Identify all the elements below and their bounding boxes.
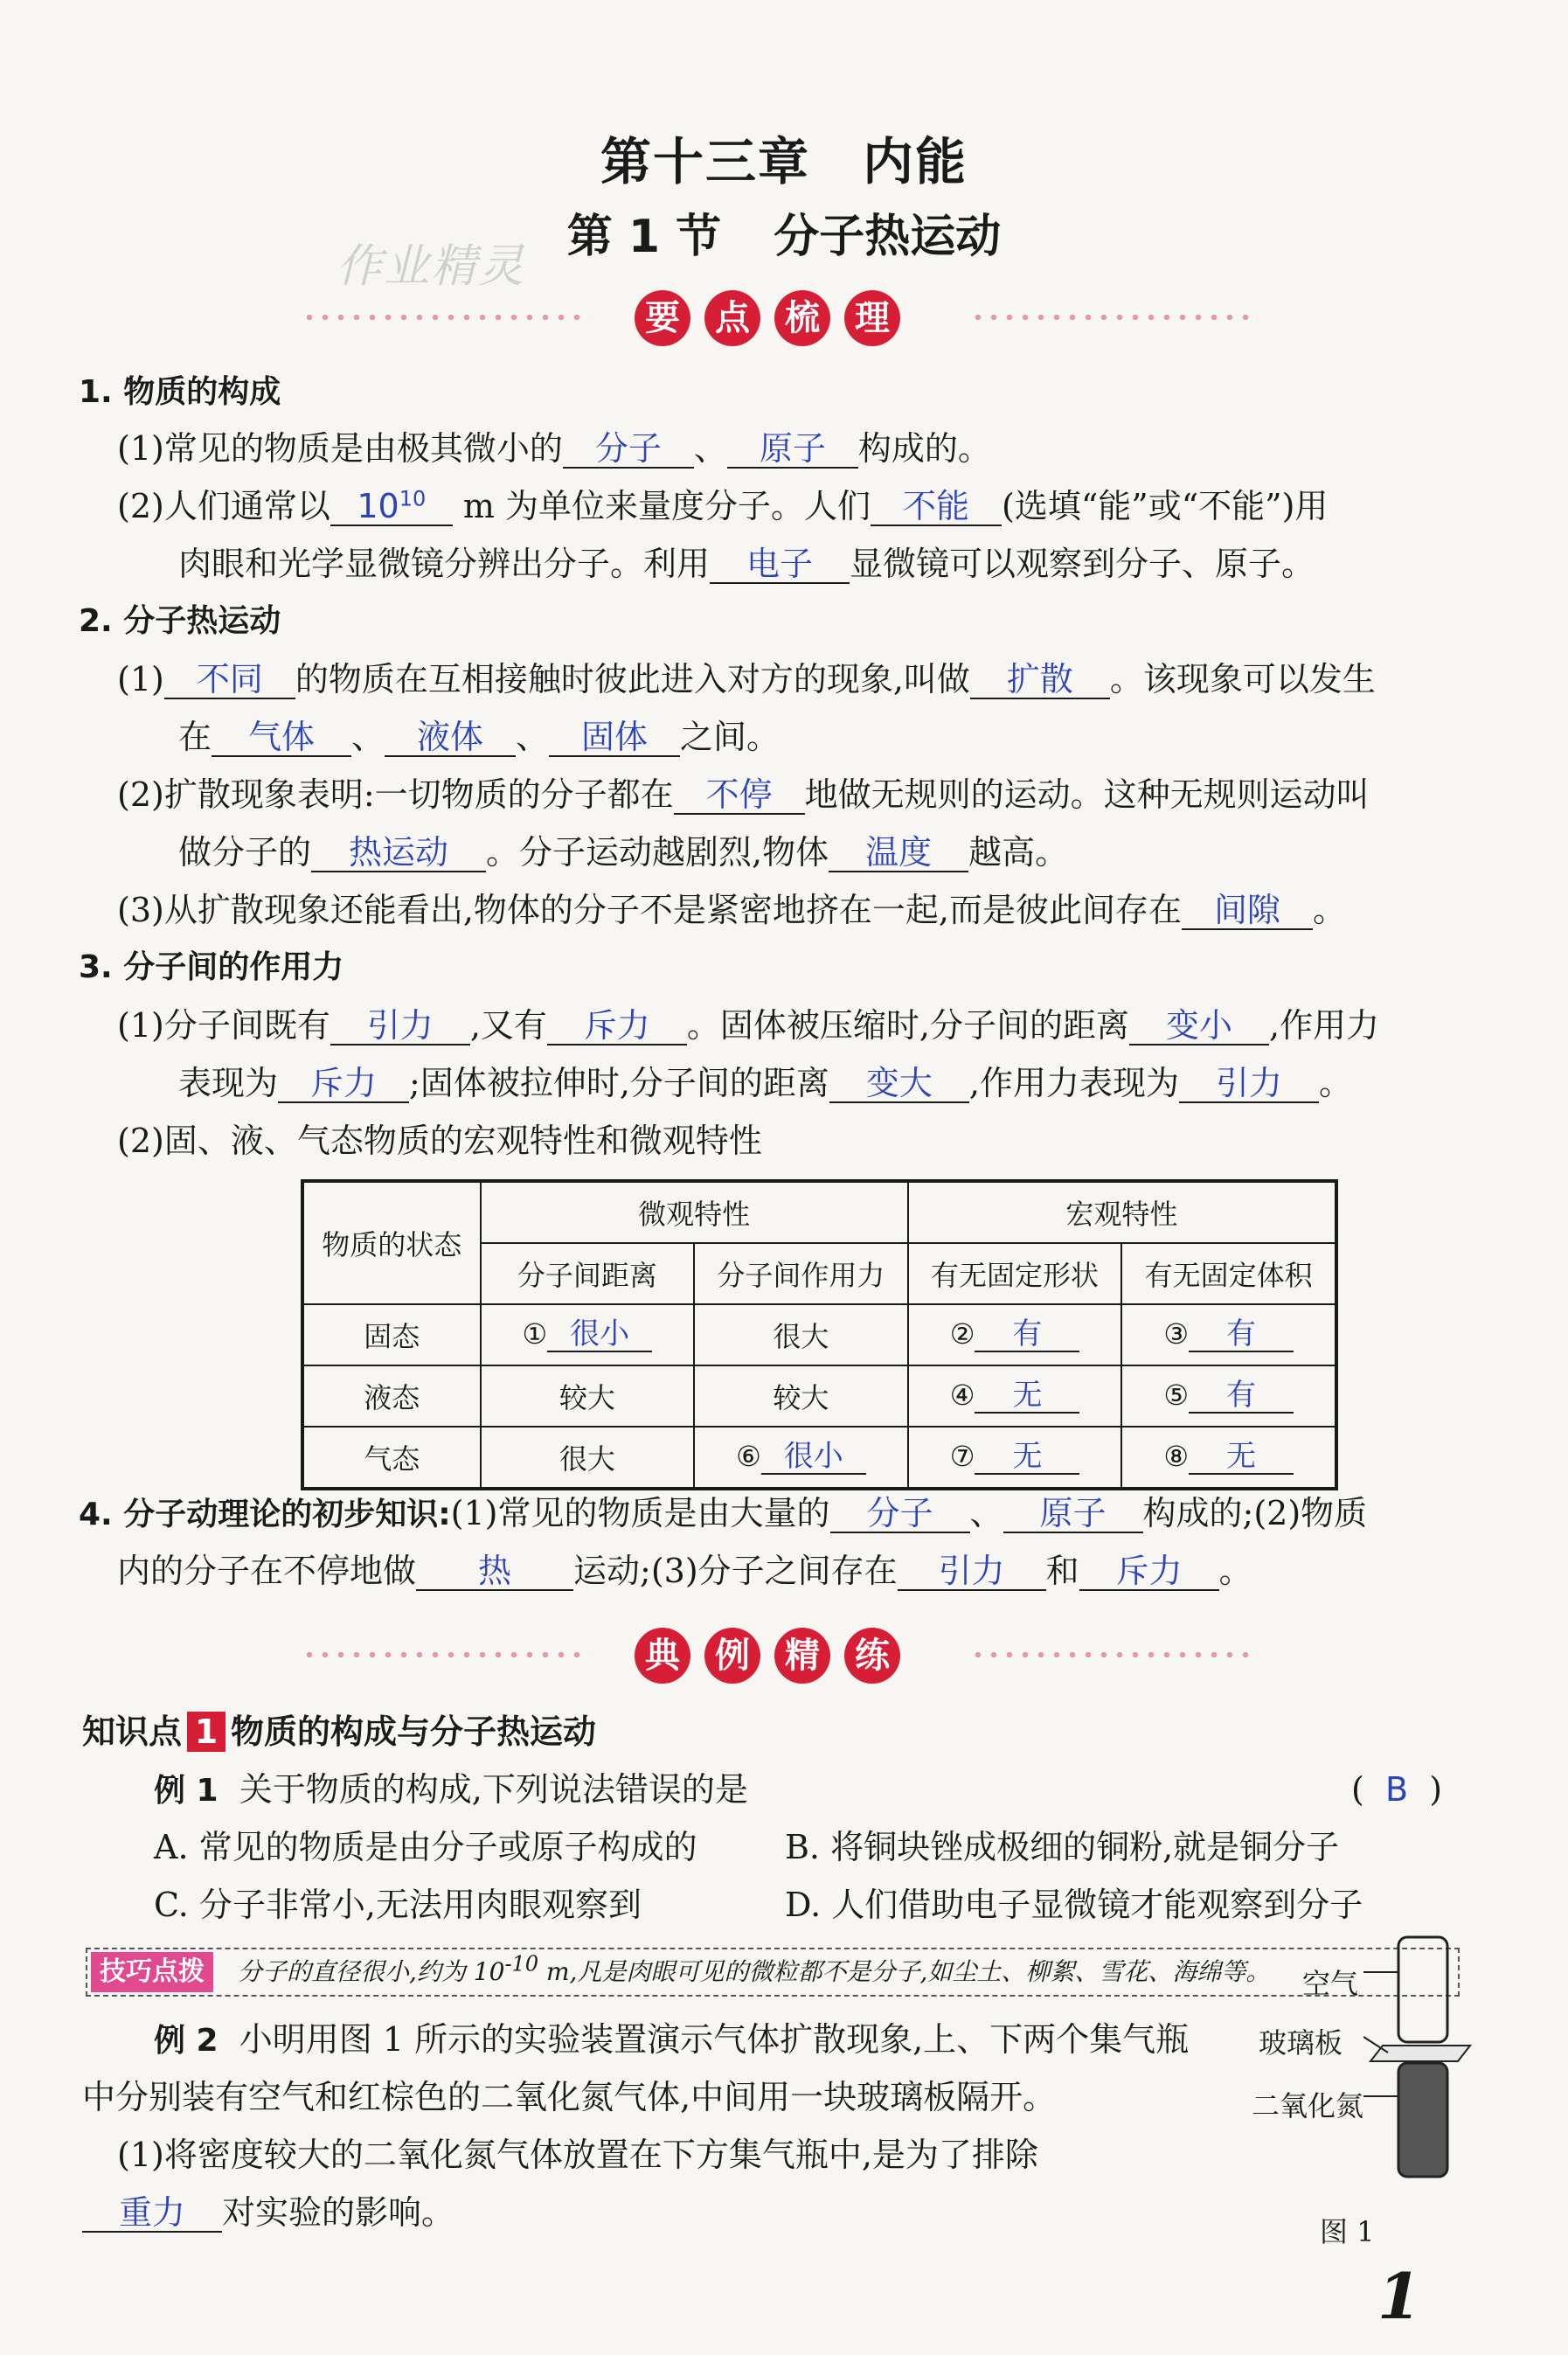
dots-right	[970, 1652, 1259, 1657]
chapter-title: 第十三章 内能	[600, 132, 968, 191]
dots-left	[302, 1652, 590, 1657]
answer-blank: 液体	[385, 719, 516, 757]
answer-blank: 重力	[82, 2194, 222, 2233]
table-row: 气态 很大 ⑥ 很小 ⑦ 无 ⑧ 无	[302, 1427, 1336, 1489]
page-number: 1	[1377, 2259, 1421, 2333]
answer-blank: 固体	[549, 719, 680, 757]
answer-blank: 引力	[330, 1007, 470, 1046]
table-col-header: 分子间距离	[481, 1243, 695, 1304]
answer-blank: 不同	[164, 661, 295, 699]
option-d: D. 人们借助电子显微镜才能观察到分子	[785, 1886, 1363, 1924]
example-2-line2: 中分别装有空气和红棕色的二氧化氮气体,中间用一块玻璃板隔开。	[82, 2078, 1057, 2116]
answer-blank: 不停	[674, 776, 805, 815]
answer-blank: 热运动	[311, 834, 486, 872]
example-2-line3: (1)将密度较大的二氧化氮气体放置在下方集气瓶中,是为了排除	[117, 2136, 1038, 2174]
figure-caption: 图 1	[1320, 2215, 1375, 2248]
table-col-header: 有无固定形状	[908, 1243, 1122, 1304]
band-char: 精	[774, 1628, 830, 1684]
table-col-header: 分子间作用力	[694, 1243, 908, 1304]
answer-blank: 分子	[563, 430, 694, 469]
lower-jar	[1398, 2063, 1447, 2177]
answer-blank: 原子	[727, 430, 858, 469]
option-b: B. 将铜块锉成极细的铜粉,就是铜分子	[785, 1828, 1340, 1866]
answer-blank: $10^{10}$	[330, 488, 453, 526]
answer-blank: 有	[1189, 1379, 1294, 1414]
s3-q1: (1)分子间既有 引力 ,又有 斥力 。固体被压缩时,分子间的距离 变小 ,作用力	[117, 1006, 1380, 1045]
answer-blank: 变小	[1129, 1007, 1269, 1046]
band-char: 理	[844, 290, 900, 346]
answer-blank: 无	[975, 1440, 1079, 1475]
answer-blank: 扩散	[970, 661, 1110, 699]
figure-label-glass: 玻璃板	[1259, 2026, 1343, 2060]
section-title: 第 1 节 分子热运动	[566, 211, 1002, 263]
answer-blank: 很小	[547, 1317, 652, 1352]
answer-blank: 斥力	[1079, 1553, 1219, 1591]
figure-label-no2: 二氧化氮	[1252, 2089, 1364, 2122]
answer-blank: 温度	[829, 834, 968, 872]
section-3-title: 3. 分子间的作用力	[79, 949, 344, 985]
s3-q2: (2)固、液、气态物质的宏观特性和微观特性	[117, 1122, 762, 1160]
answer-blank: 有	[975, 1317, 1079, 1352]
s2-q3: (3)从扩散现象还能看出,物体的分子不是紧密地挤在一起,而是彼此间存在 间隙 。	[117, 891, 1347, 929]
band-char: 例	[704, 1628, 760, 1684]
band-char: 要	[635, 290, 690, 346]
band-char: 典	[635, 1628, 690, 1684]
s2-q2b: 做分子的 热运动 。分子运动越剧烈,物体 温度 越高。	[178, 833, 1069, 872]
answer-blank: 引力	[1179, 1065, 1319, 1103]
table-row: 固态 ① 很小 很大 ② 有 ③ 有	[302, 1304, 1336, 1365]
s1-q1: (1)常见的物质是由极其微小的 分子 、 原子 构成的。	[117, 429, 991, 468]
gas-jars-figure	[1363, 1932, 1486, 2203]
answer-blank: 气体	[212, 719, 351, 757]
answer-blank: 无	[975, 1379, 1079, 1414]
s2-q1: (1) 不同 的物质在互相接触时彼此进入对方的现象,叫做 扩散 。该现象可以发生	[117, 660, 1376, 698]
example-1-stem: 例 1 关于物质的构成,下列说法错误的是	[154, 1770, 748, 1809]
tip-label: 技巧点拨	[91, 1952, 213, 1992]
s3-q1b: 表现为 斥力 ;固体被拉伸时,分子间的距离 变大 ,作用力表现为 引力 。	[178, 1064, 1353, 1102]
answer-blank: 变大	[829, 1065, 969, 1103]
dots-left	[302, 315, 590, 320]
s4-line1: 4. 分子动理论的初步知识:(1)常见的物质是由大量的 分子 、 原子 构成的;(2)物质	[79, 1494, 1368, 1532]
band-char: 梳	[774, 290, 830, 346]
answer-blank: 原子	[1003, 1495, 1143, 1533]
answer-blank: 不能	[871, 488, 1002, 526]
glass-plate	[1370, 2046, 1470, 2061]
s4-line2: 内的分子在不停地做 热 运动;(3)分子之间存在 引力 和 斥力 。	[117, 1552, 1252, 1590]
table-corner: 物质的状态	[302, 1181, 481, 1304]
section-2-title: 2. 分子热运动	[79, 603, 281, 639]
answer-blank: 斥力	[278, 1065, 409, 1103]
s1-q2b: 肉眼和光学显微镜分辨出分子。利用 电子 显微镜可以观察到分子、原子。	[178, 545, 1315, 583]
table-col-header: 有无固定体积	[1121, 1243, 1336, 1304]
band-char: 点	[704, 290, 760, 346]
answer-blank: 引力	[898, 1553, 1046, 1591]
table-header-macro: 宏观特性	[908, 1181, 1336, 1243]
section-1-title: 1. 物质的构成	[79, 374, 281, 410]
answer-blank: 分子	[830, 1495, 970, 1533]
knowledge-point-heading: 知识点 1 物质的构成与分子热运动	[82, 1712, 597, 1751]
answer-blank: 斥力	[547, 1007, 687, 1046]
s2-q2: (2)扩散现象表明:一切物质的分子都在 不停 地做无规则的运动。这种无规则运动叫	[117, 775, 1370, 814]
tip-box: 技巧点拨 分子的直径很小,约为 $10^{-10}$ m,凡是肉眼可见的微粒都不是分子,如尘土、柳絮、雪花、海绵等。	[86, 1948, 1460, 1997]
answer-blank: 电子	[710, 545, 850, 584]
band-char: 练	[844, 1628, 900, 1684]
s1-q2: (2)人们通常以 $10^{10}$ m 为单位来量度分子。人们 不能 (选填“能”或“不能”)用	[117, 486, 1329, 525]
example-2-line1: 例 2 小明用图 1 所示的实验装置演示气体扩散现象,上、下两个集气瓶	[154, 2020, 1190, 2059]
s2-q1b: 在 气体 、 液体 、 固体 之间。	[178, 718, 781, 756]
upper-jar	[1398, 1937, 1447, 2042]
example-2-line4: 重力 对实验的影响。	[82, 2191, 454, 2234]
answer-blank: 无	[1189, 1440, 1294, 1475]
option-a: A. 常见的物质是由分子或原子构成的	[154, 1828, 697, 1866]
table-header-micro: 微观特性	[481, 1181, 908, 1243]
example-1-answer: ( B )	[1351, 1770, 1443, 1809]
answer-blank: 热	[416, 1553, 573, 1591]
watermark: 作业精灵	[336, 240, 526, 293]
answer-blank: 很小	[761, 1440, 866, 1475]
answer-blank: 间隙	[1182, 892, 1313, 930]
table-row: 液态 较大 较大 ④ 无 ⑤ 有	[302, 1365, 1336, 1427]
answer-blank: 有	[1189, 1317, 1294, 1352]
states-table	[301, 1179, 1338, 1490]
figure-label-air: 空气	[1302, 1967, 1359, 2000]
option-c: C. 分子非常小,无法用肉眼观察到	[154, 1886, 642, 1924]
dots-right	[970, 315, 1259, 320]
